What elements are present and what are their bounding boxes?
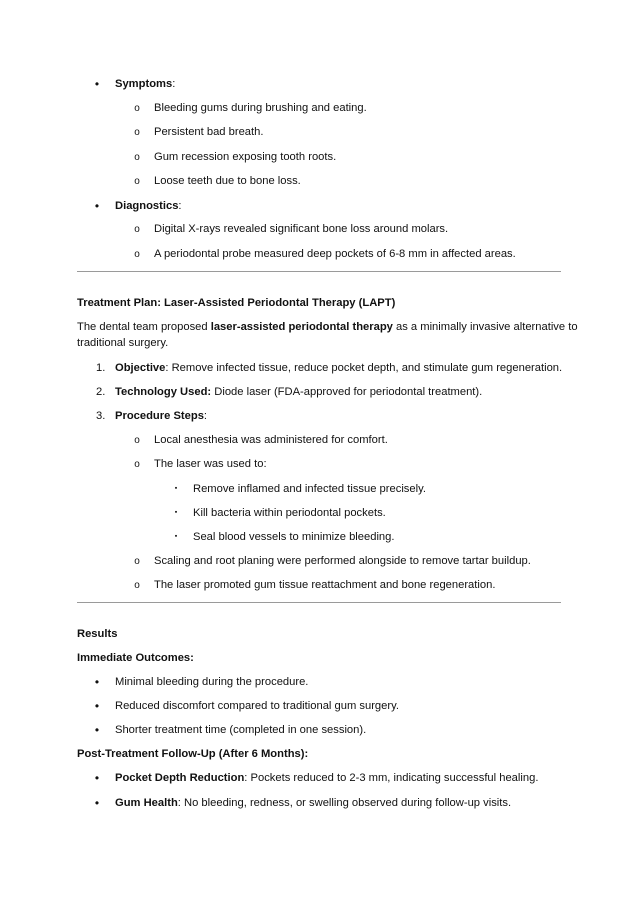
treatment-heading: Treatment Plan: Laser-Assisted Periodontal Therapy (LAPT) xyxy=(77,297,396,309)
symptom-item: Loose teeth due to bone loss. xyxy=(154,175,301,187)
diagnostics-label xyxy=(115,199,182,213)
followup-item xyxy=(115,771,538,785)
step-number: 3. xyxy=(96,410,106,422)
step-objective xyxy=(115,361,562,375)
laser-use-item: Remove inflamed and infected tissue precisely. xyxy=(193,483,426,495)
circle-bullet-icon: o xyxy=(134,127,140,138)
section-divider xyxy=(77,271,561,272)
step-technology xyxy=(115,385,482,399)
circle-bullet-icon: o xyxy=(134,103,140,114)
step-number: 2. xyxy=(96,386,106,398)
intro-pre: The dental team proposed xyxy=(77,321,211,333)
bullet-icon: • xyxy=(94,675,100,689)
symptom-item: Persistent bad breath. xyxy=(154,126,264,138)
square-bullet-icon: ▪ xyxy=(174,485,178,492)
procedure-item: Local anesthesia was administered for comfort. xyxy=(154,434,388,446)
circle-bullet-icon: o xyxy=(134,556,140,567)
step-label: Procedure Steps xyxy=(115,410,204,422)
treatment-intro-line1 xyxy=(77,320,578,334)
circle-bullet-icon: o xyxy=(134,580,140,591)
results-heading: Results xyxy=(77,628,118,640)
followup-label: Gum Health xyxy=(115,797,178,809)
procedure-item: The laser promoted gum tissue reattachment and bone regeneration. xyxy=(154,579,496,591)
step-text: : xyxy=(203,410,208,422)
circle-bullet-icon: o xyxy=(134,459,140,470)
square-bullet-icon: ▪ xyxy=(174,533,178,540)
diagnostics-title: Diagnostics xyxy=(115,200,179,212)
followup-label: Pocket Depth Reduction xyxy=(115,772,245,784)
diagnostic-item: Digital X-rays revealed significant bone loss around molars. xyxy=(154,223,449,235)
circle-bullet-icon: o xyxy=(134,224,140,235)
bullet-icon: • xyxy=(94,699,100,713)
bullet-icon: • xyxy=(94,723,100,737)
bullet-icon: • xyxy=(94,771,100,785)
square-bullet-icon: ▪ xyxy=(174,509,178,516)
step-label: Technology Used: xyxy=(115,386,212,398)
step-number: 1. xyxy=(96,362,106,374)
circle-bullet-icon: o xyxy=(134,176,140,187)
circle-bullet-icon: o xyxy=(134,435,140,446)
symptom-item: Gum recession exposing tooth roots. xyxy=(154,151,337,163)
treatment-intro-line2: traditional surgery. xyxy=(77,337,169,349)
symptoms-label xyxy=(115,77,175,91)
immediate-outcomes-heading: Immediate Outcomes: xyxy=(77,652,194,664)
followup-text: : Pockets reduced to 2-3 mm, indicating successful healing. xyxy=(244,772,539,784)
circle-bullet-icon: o xyxy=(134,249,140,260)
step-text: Diode laser (FDA-approved for periodontal treatment). xyxy=(211,386,483,398)
followup-text: : No bleeding, redness, or swelling observed during follow-up visits. xyxy=(177,797,512,809)
outcome-item: Minimal bleeding during the procedure. xyxy=(115,676,309,688)
laser-use-item: Seal blood vessels to minimize bleeding. xyxy=(193,531,395,543)
symptom-item: Bleeding gums during brushing and eating. xyxy=(154,102,367,114)
outcome-item: Shorter treatment time (completed in one session). xyxy=(115,724,367,736)
laser-use-item: Kill bacteria within periodontal pockets. xyxy=(193,507,386,519)
step-label: Objective xyxy=(115,362,166,374)
step-procedure xyxy=(115,409,207,423)
procedure-item: The laser was used to: xyxy=(154,458,267,470)
procedure-item: Scaling and root planing were performed alongside to remove tartar buildup. xyxy=(154,555,531,567)
section-divider xyxy=(77,602,561,603)
followup-item xyxy=(115,796,511,810)
bullet-icon: • xyxy=(94,796,100,810)
circle-bullet-icon: o xyxy=(134,152,140,163)
symptoms-colon: : xyxy=(172,78,176,90)
bullet-icon: • xyxy=(94,199,100,213)
diagnostic-item: A periodontal probe measured deep pockets of 6-8 mm in affected areas. xyxy=(154,248,516,260)
bullet-icon: • xyxy=(94,77,100,91)
symptoms-title: Symptoms xyxy=(115,78,173,90)
diagnostics-colon: : xyxy=(178,200,182,212)
step-text: : Remove infected tissue, reduce pocket depth, and stimulate gum regeneration. xyxy=(165,362,563,374)
outcome-item: Reduced discomfort compared to traditional gum surgery. xyxy=(115,700,399,712)
intro-bold: laser-assisted periodontal therapy xyxy=(210,321,393,333)
followup-heading: Post-Treatment Follow-Up (After 6 Months): xyxy=(77,748,309,760)
intro-post: as a minimally invasive alternative to xyxy=(392,321,578,333)
